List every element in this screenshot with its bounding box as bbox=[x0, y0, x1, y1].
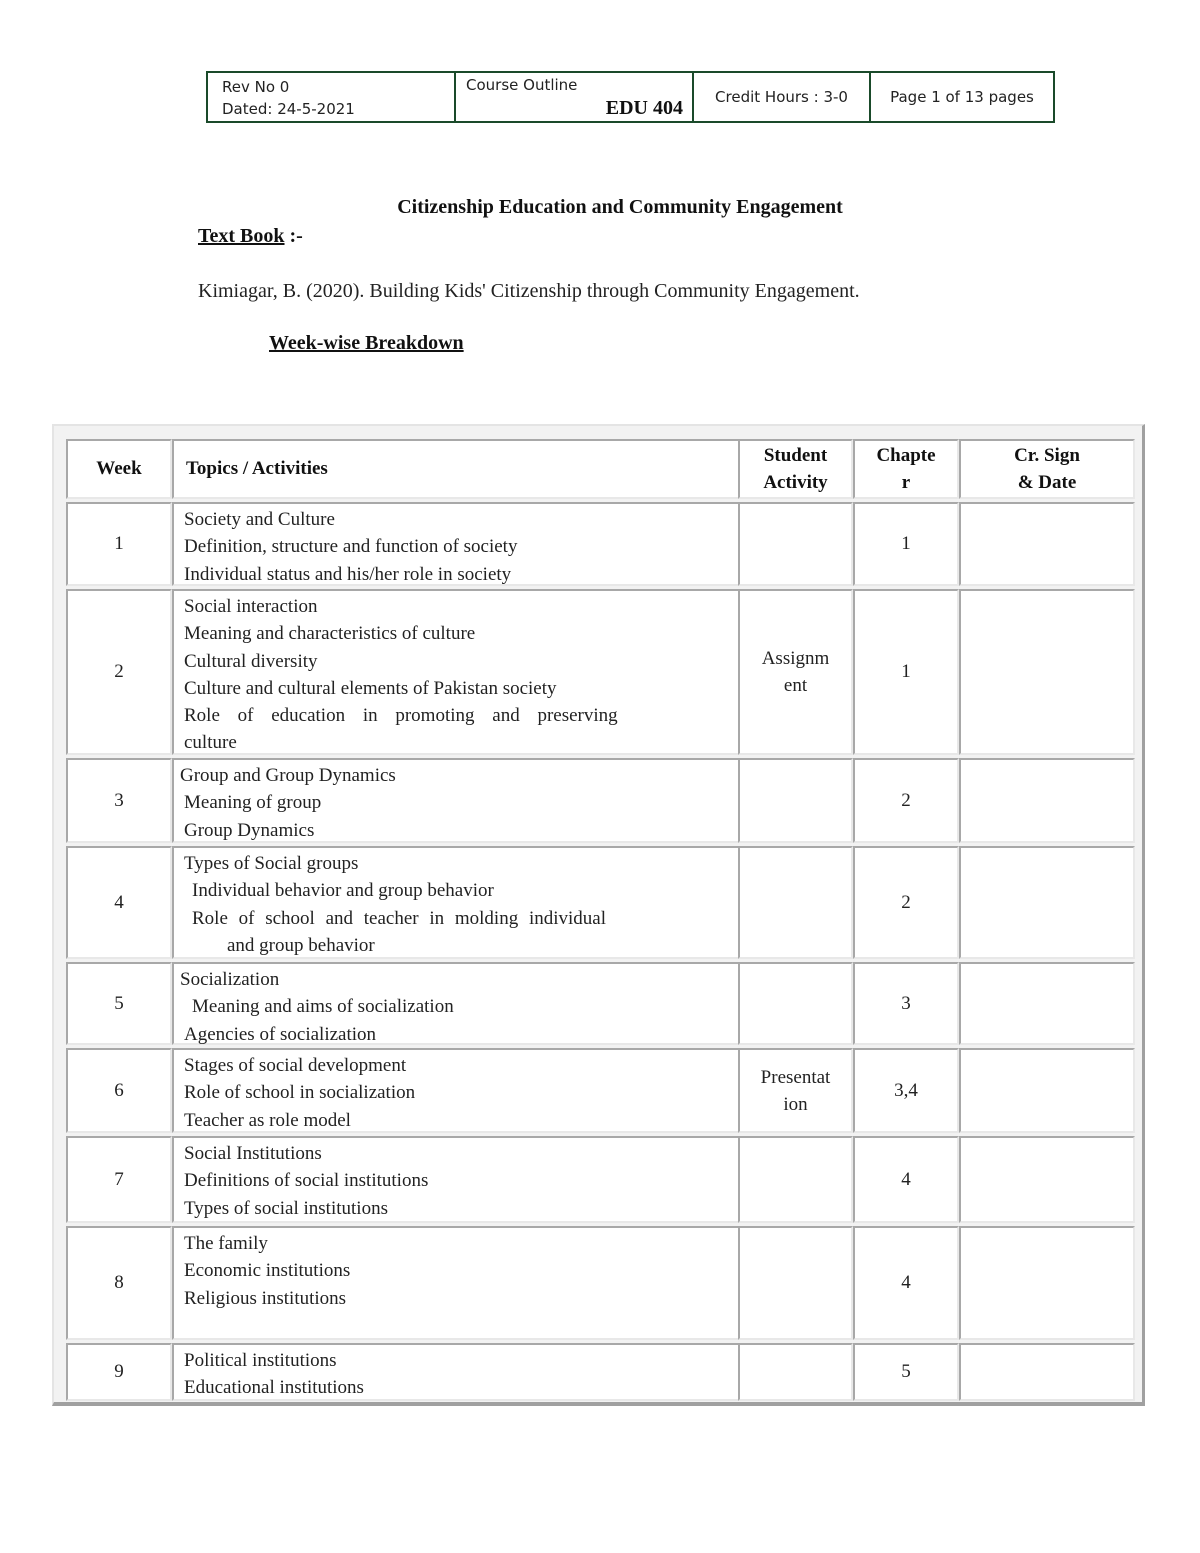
sign-date-cell bbox=[959, 1048, 1135, 1133]
sign-date-cell bbox=[959, 589, 1135, 755]
week-number: 9 bbox=[114, 1361, 124, 1382]
sign-date-cell bbox=[959, 846, 1135, 959]
student-activity-cell bbox=[738, 502, 853, 586]
topic-line: Educational institutions bbox=[184, 1377, 364, 1399]
week-cell bbox=[66, 962, 172, 1045]
topic-line: and group behavior bbox=[227, 934, 375, 956]
topic-line: Teacher as role model bbox=[184, 1109, 351, 1131]
topics-cell bbox=[172, 1136, 740, 1223]
week-number: 5 bbox=[114, 992, 124, 1014]
topics-cell bbox=[172, 1048, 740, 1133]
topic-line: Definition, structure and function of society bbox=[184, 536, 518, 558]
header-week-text: Week bbox=[96, 458, 142, 479]
header-week bbox=[66, 439, 172, 499]
sign-date-cell bbox=[959, 962, 1135, 1045]
topic-line: Role of school and teacher in molding individual bbox=[192, 907, 607, 929]
topic-line: Meaning and aims of socialization bbox=[192, 996, 454, 1018]
sign-date-cell bbox=[959, 1343, 1135, 1401]
header-sign-date bbox=[959, 439, 1135, 499]
topics-cell bbox=[172, 1343, 740, 1401]
header-student-activity bbox=[738, 439, 853, 499]
topic-line: Culture and cultural elements of Pakistan society bbox=[184, 677, 557, 699]
topic-line: Role of education in promoting and preserving bbox=[184, 705, 618, 727]
topic-line: Political institutions bbox=[184, 1350, 337, 1371]
topic-line: Types of Social groups bbox=[184, 853, 359, 874]
chapter-number: 4 bbox=[901, 1272, 911, 1293]
document-header-box bbox=[206, 71, 1055, 123]
student-activity-cell bbox=[738, 1048, 853, 1133]
header-sign-line1: Cr. Sign bbox=[1014, 445, 1080, 466]
week-cell bbox=[66, 502, 172, 586]
week-cell bbox=[66, 758, 172, 843]
chapter-number: 3 bbox=[901, 992, 911, 1014]
week-cell bbox=[66, 846, 172, 959]
week-number: 2 bbox=[114, 661, 124, 682]
header-activity-line2: Activity bbox=[763, 472, 828, 493]
topic-line: Social interaction bbox=[184, 596, 318, 617]
textbook-label: Text Book bbox=[198, 225, 285, 247]
chapter-cell bbox=[853, 502, 959, 586]
student-activity-cell bbox=[738, 1343, 853, 1401]
topic-line: Society and Culture bbox=[184, 509, 335, 530]
topic-line: Meaning and characteristics of culture bbox=[184, 623, 476, 645]
topics-cell bbox=[172, 846, 740, 959]
document-title: Citizenship Education and Community Engagement bbox=[397, 196, 843, 218]
chapter-cell bbox=[853, 846, 959, 959]
student-activity-cell bbox=[738, 589, 853, 755]
week-number: 7 bbox=[114, 1168, 124, 1190]
course-code: EDU 404 bbox=[605, 97, 683, 119]
topic-line: Meaning of group bbox=[184, 792, 322, 814]
topics-cell bbox=[172, 502, 740, 586]
chapter-number: 4 bbox=[901, 1168, 911, 1190]
header-chapter-line2: r bbox=[901, 472, 911, 493]
week-cell bbox=[66, 1343, 172, 1401]
credit-hours: Credit Hours : 3-0 bbox=[715, 88, 848, 106]
topics-cell bbox=[172, 1226, 740, 1340]
topic-line: Stages of social development bbox=[184, 1055, 407, 1076]
page-info-cell bbox=[871, 73, 1053, 121]
activity-line: Assignm bbox=[761, 648, 830, 669]
header-chapter bbox=[853, 439, 959, 499]
revision-date: Dated: 24-5-2021 bbox=[222, 100, 355, 118]
activity-line: ion bbox=[783, 1093, 808, 1115]
sign-date-cell bbox=[959, 1226, 1135, 1340]
topics-cell bbox=[172, 758, 740, 843]
topic-line: Socialization bbox=[180, 969, 280, 990]
chapter-number: 3,4 bbox=[894, 1079, 918, 1101]
topic-line: Individual status and his/her role in society bbox=[184, 563, 512, 585]
page-info: Page 1 of 13 pages bbox=[890, 88, 1034, 106]
week-cell bbox=[66, 1048, 172, 1133]
section-heading: Week-wise Breakdown bbox=[269, 332, 464, 354]
chapter-cell bbox=[853, 758, 959, 843]
topic-line: Cultural diversity bbox=[184, 650, 318, 672]
chapter-number: 2 bbox=[901, 891, 911, 913]
revision-cell bbox=[208, 73, 456, 121]
chapter-cell bbox=[853, 1226, 959, 1340]
sign-date-cell bbox=[959, 758, 1135, 843]
week-number: 6 bbox=[114, 1079, 124, 1101]
topic-line: Definitions of social institutions bbox=[184, 1170, 429, 1192]
activity-line: Presentat bbox=[760, 1066, 831, 1088]
weekly-breakdown-table bbox=[52, 424, 1145, 1406]
chapter-cell bbox=[853, 1048, 959, 1133]
week-number: 4 bbox=[114, 891, 124, 913]
header-topics bbox=[172, 439, 740, 499]
topic-line: Group and Group Dynamics bbox=[180, 765, 396, 786]
student-activity-cell bbox=[738, 962, 853, 1045]
revision-number: Rev No 0 bbox=[222, 78, 290, 96]
topic-line: Individual behavior and group behavior bbox=[192, 880, 494, 902]
student-activity-cell bbox=[738, 1226, 853, 1340]
topic-line: Group Dynamics bbox=[184, 819, 315, 841]
textbook-heading bbox=[198, 225, 303, 248]
week-number: 3 bbox=[114, 789, 124, 811]
textbook-suffix: :- bbox=[284, 225, 303, 247]
chapter-cell bbox=[853, 1136, 959, 1223]
chapter-number: 2 bbox=[901, 789, 911, 811]
header-chapter-line1: Chapte bbox=[876, 445, 936, 466]
chapter-number: 5 bbox=[901, 1361, 911, 1382]
credit-hours-cell bbox=[694, 73, 871, 121]
topic-line: The family bbox=[184, 1233, 268, 1254]
topics-cell bbox=[172, 589, 740, 755]
topic-line: Social Institutions bbox=[184, 1143, 322, 1164]
header-sign-line2: & Date bbox=[1017, 472, 1077, 493]
topic-line: Role of school in socialization bbox=[184, 1082, 416, 1104]
student-activity-cell bbox=[738, 758, 853, 843]
week-cell bbox=[66, 1226, 172, 1340]
header-topics-text: Topics / Activities bbox=[186, 458, 328, 479]
course-outline-label: Course Outline bbox=[466, 76, 578, 94]
header-activity-line1: Student bbox=[763, 445, 828, 466]
sign-date-cell bbox=[959, 1136, 1135, 1223]
chapter-cell bbox=[853, 1343, 959, 1401]
textbook-reference: Kimiagar, B. (2020). Building Kids' Citizenship through Community Engagement. bbox=[198, 280, 860, 302]
week-cell bbox=[66, 1136, 172, 1223]
week-number: 8 bbox=[114, 1272, 124, 1293]
course-cell bbox=[456, 73, 694, 121]
topics-cell bbox=[172, 962, 740, 1045]
chapter-number: 1 bbox=[901, 661, 911, 682]
chapter-number: 1 bbox=[901, 533, 911, 554]
sign-date-cell bbox=[959, 502, 1135, 586]
student-activity-cell bbox=[738, 1136, 853, 1223]
topic-line: Economic institutions bbox=[184, 1260, 351, 1282]
topic-line: Religious institutions bbox=[184, 1287, 347, 1309]
topic-line: Types of social institutions bbox=[184, 1197, 388, 1219]
chapter-cell bbox=[853, 589, 959, 755]
topic-line: culture bbox=[184, 732, 237, 754]
activity-line: ent bbox=[783, 675, 808, 696]
week-cell bbox=[66, 589, 172, 755]
student-activity-cell bbox=[738, 846, 853, 959]
topic-line: Agencies of socialization bbox=[184, 1023, 377, 1045]
week-number: 1 bbox=[114, 533, 124, 554]
chapter-cell bbox=[853, 962, 959, 1045]
